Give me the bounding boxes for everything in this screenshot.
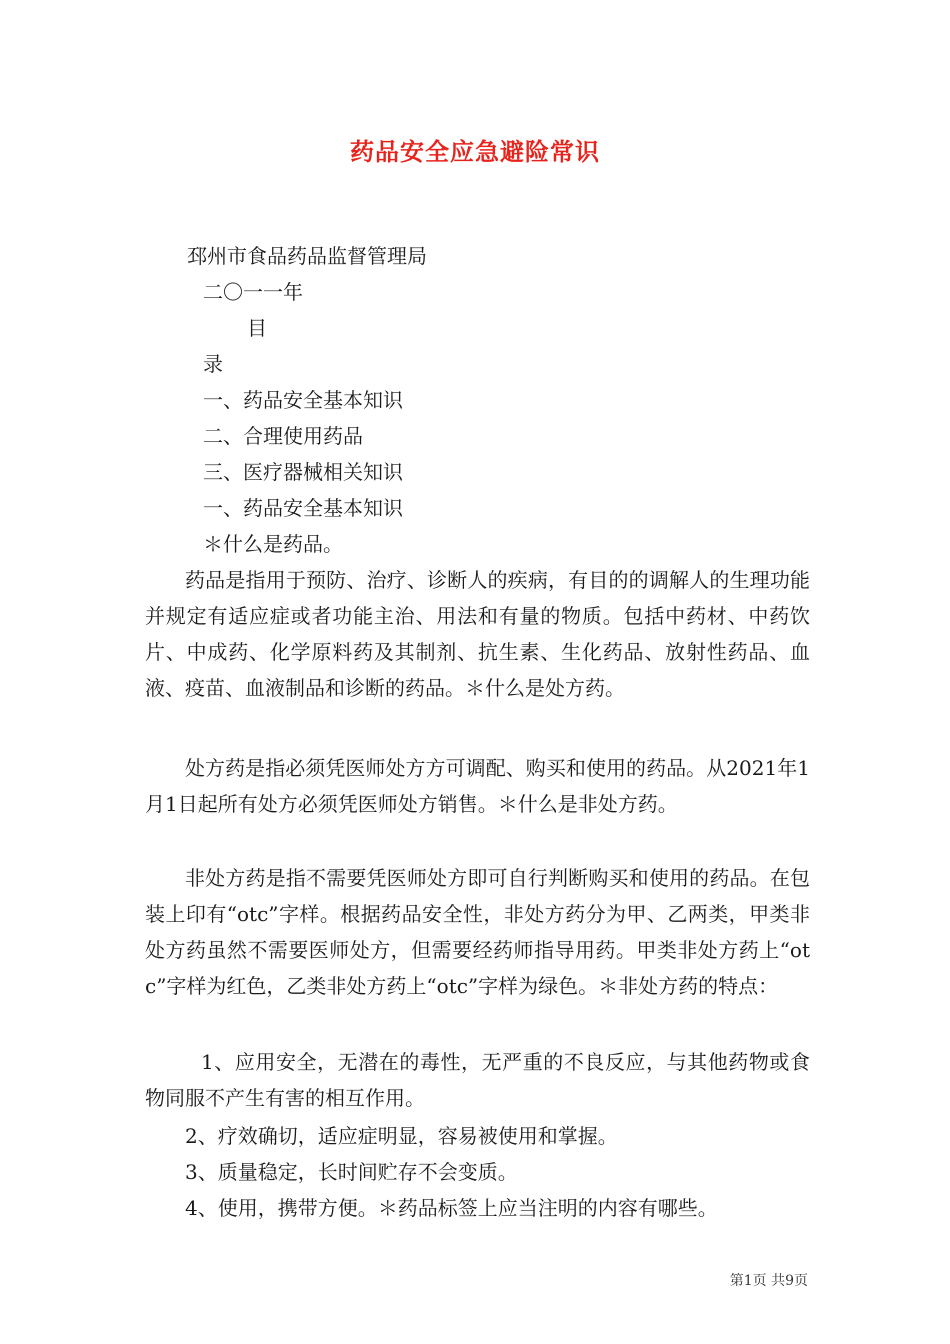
publish-year: 二〇一一年 xyxy=(203,280,303,304)
paragraph-otc-drug: 非处方药是指不需要凭医师处方即可自行判断购买和使用的药品。在包装上印有“otc”字样。根据药品安全性，非处方药分为甲、乙两类，甲类非处方药虽然不需要医师处方，但需要经药师指导用药。甲类非处方药上“otc”字样为红色，乙类非处方药上“otc”字样为绿色。＊非处方药的特点： xyxy=(145,866,810,998)
toc-heading-part1: 目 xyxy=(247,316,267,340)
toc-heading-part2: 录 xyxy=(203,352,223,376)
toc-item: 二、合理使用药品 xyxy=(203,424,363,448)
paragraph-otc-feature-2: 2、疗效确切，适应症明显，容易被使用和掌握。 xyxy=(185,1124,618,1148)
paragraph-drug-definition: 药品是指用于预防、治疗、诊断人的疾病，有目的的调解人的生理功能并规定有适应症或者功能主治、用法和有量的物质。包括中药材、中药饮片、中成药、化学原料药及其制剂、抗生素、生化药品、放射性药品、血液、疫苗、血液制品和诊断的药品。＊什么是处方药。 xyxy=(145,568,810,700)
agency-name: 邳州市食品药品监督管理局 xyxy=(187,244,427,268)
toc-item: 三、医疗器械相关知识 xyxy=(203,460,403,484)
paragraph-otc-feature-3: 3、质量稳定，长时间贮存不会变质。 xyxy=(185,1160,518,1184)
paragraph-otc-feature-1: 1、应用安全，无潜在的毒性，无严重的不良反应，与其他药物或食物同服不产生有害的相互作用。 xyxy=(145,1050,810,1110)
toc-item: 一、药品安全基本知识 xyxy=(203,388,403,412)
paragraph-otc-feature-4: 4、使用，携带方便。＊药品标签上应当注明的内容有哪些。 xyxy=(185,1196,718,1220)
document-title: 药品安全应急避险常识 xyxy=(350,137,600,166)
page-number: 第1页 共9页 xyxy=(729,1273,808,1289)
paragraph-prescription-drug: 处方药是指必须凭医师处方方可调配、购买和使用的药品。从2021年1月1日起所有处方必须凭医师处方销售。＊什么是非处方药。 xyxy=(145,756,810,816)
question-heading: ＊什么是药品。 xyxy=(203,532,343,556)
section-heading: 一、药品安全基本知识 xyxy=(203,496,403,520)
